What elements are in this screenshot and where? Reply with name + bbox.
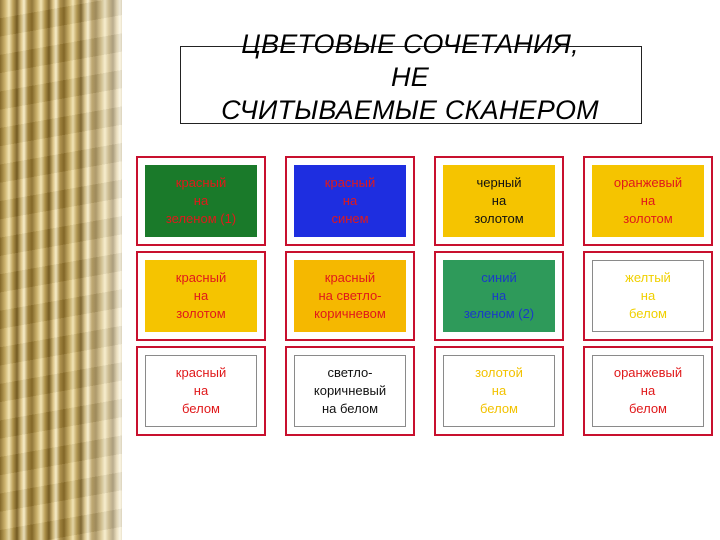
card-red-on-light-brown	[285, 251, 415, 341]
card-red-on-gold	[136, 251, 266, 341]
card-label: светло- коричневый на белом	[294, 355, 406, 427]
card-black-on-gold	[434, 156, 564, 246]
card-label: желтый на белом	[592, 260, 704, 332]
card-red-on-blue	[285, 156, 415, 246]
card-orange-on-gold	[583, 156, 713, 246]
card-label: оранжевый на золотом	[592, 165, 704, 237]
card-label: синий на зеленом (2)	[443, 260, 555, 332]
card-label: золотой на белом	[443, 355, 555, 427]
curtain-shading	[0, 0, 122, 540]
card-gold-on-white	[434, 346, 564, 436]
card-label: красный на золотом	[145, 260, 257, 332]
card-blue-on-green-2	[434, 251, 564, 341]
card-label: оранжевый на белом	[592, 355, 704, 427]
card-label: красный на светло- коричневом	[294, 260, 406, 332]
card-label: красный на зеленом (1)	[145, 165, 257, 237]
card-label: красный на синем	[294, 165, 406, 237]
card-light-brown-on-white	[285, 346, 415, 436]
card-orange-on-white	[583, 346, 713, 436]
card-label: красный на белом	[145, 355, 257, 427]
card-yellow-on-white	[583, 251, 713, 341]
card-red-on-green-1	[136, 156, 266, 246]
card-label: черный на золотом	[443, 165, 555, 237]
card-red-on-white	[136, 346, 266, 436]
slide-title: ЦВЕТОВЫЕ СОЧЕТАНИЯ, НЕ СЧИТЫВАЕМЫЕ СКАНЕРОМ	[221, 29, 599, 125]
